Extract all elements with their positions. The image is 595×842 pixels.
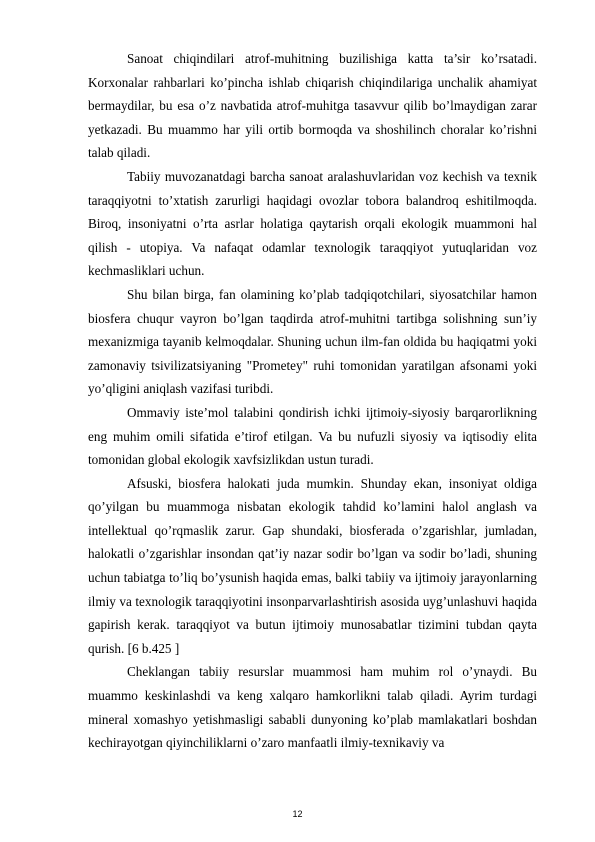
page-number: 12 (292, 809, 303, 819)
document-body (88, 47, 537, 755)
paragraph: Ommaviy iste’mol talabini qondirish ichki ijtimoiy-siyosiy barqarorlikning eng muhim omili sifatida e’tirof etilgan. Va bu nufuzli siyosiy va iqtisodiy elita tomonidan global ekologik xavfsizlikdan ustun turadi. (88, 404, 537, 468)
paragraph: Afsuski, biosfera halokati juda mumkin. Shunday ekan, insoniyat oldiga qo’yilgan bu muammoga nisbatan ekologik tahdid ko’lamini halol anglash va intellektual qo’rqmaslik zarur. Gap shundaki, biosferada o’zgarishlar, jumladan, halokatli o’zgarishlar insondan qat’iy nazar sodir bo’lgan va sodir bo’ladi, shuning uchun tabiatga to’liq bo’ysunish haqida emas, balki tabiiy va ijtimoiy jarayonlarning ilmiy va texnologik taraqqiyotini insonparvarlashtirish asosida uyg’unlashuvi haqida gapirish kerak. taraqqiyot va butun ijtimoiy munosabatlar tizimini tubdan qayta qurish. [6 b.425 ] (88, 475, 537, 656)
paragraph: Cheklangan tabiiy resurslar muammosi ham muhim rol o’ynaydi. Bu muammo keskinlashdi va keng xalqaro hamkorlikni talab qiladi. Ayrim turdagi mineral xomashyo yetishmasligi sababli dunyoning ko’plab mamlakatlari boshdan kechirayotgan qiyinchiliklarni o’zaro manfaatli ilmiy-texnikaviy va (88, 664, 537, 751)
paragraph: Sanoat chiqindilari atrof-muhitning buzilishiga katta ta’sir ko’rsatadi. Korxonalar rahbarlari ko’pincha ishlab chiqarish chiqindilariga unchalik ahamiyat bermaydilar, bu esa o’z navbatida atrof-muhitga tasavvur qilib bo’lmaydigan zarar yetkazadi. Bu muammo har yili ortib bormoqda va shoshilinch choralar ko’rishni talab qiladi. (88, 51, 537, 161)
paragraph: Shu bilan birga, fan olamining ko’plab tadqiqotchilari, siyosatchilar hamon biosfera chuqur vayron bo’lgan taqdirda atrof-muhitni tartibga solishning sun’iy mexanizmiga tayanib kelmoqdalar. Shuning uchun ilm-fan oldida bu haqiqatmi yoki zamonaviy tsivilizatsiyaning "Prometey" ruhi tomonidan yaratilgan afsonami yoki yo’qligini aniqlash vazifasi turibdi. (88, 286, 537, 397)
paragraph: Tabiiy muvozanatdagi barcha sanoat aralashuvlaridan voz kechish va texnik taraqqiyotni to’xtatish zarurligi haqidagi ovozlar tobora balandroq eshitilmoqda. Biroq, insoniyatni o’rta asrlar holatiga qaytarish orqali ekologik muammoni hal qilish - utopiya. Va nafaqat odamlar texnologik taraqqiyot yutuqlaridan voz kechmasliklari uchun. (88, 168, 537, 279)
